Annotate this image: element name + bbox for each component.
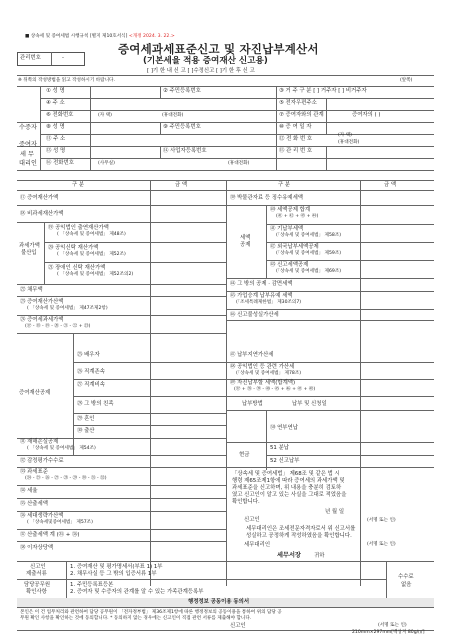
instruction-note: ※ 뒤쪽의 작성방법을 읽고 작성하시기 바랍니다.	[18, 78, 115, 83]
excluded-group-label-2: 불산입	[21, 250, 37, 256]
page-side-label: (앞쪽)	[400, 78, 413, 83]
row-26-label: ㉖ 직계존속	[77, 369, 105, 375]
staff-check-item-1: 1. 주민등록표등본	[70, 582, 114, 588]
deduction-group-label: 증여재산공제	[19, 390, 51, 396]
row-20-note: ( 「상속세 및 증여세법」 제52조)	[57, 252, 126, 257]
row-48-label: ㊽ 공익법인 등 관련 가산세	[230, 364, 295, 370]
row-36-label: ㊱ 세대생략가산액	[20, 513, 64, 519]
row-19-label: ⑲ 공익법인 출연재산가액	[48, 225, 109, 231]
attachments-label-2: 제출서류	[26, 571, 47, 577]
declaration-filer-signature[interactable]: (서명 또는 인)	[367, 518, 396, 523]
row-39-label: ㊴ 박물관자료 등 징수유예세액	[230, 195, 304, 201]
recipient-residence-checkboxes[interactable]: ③ 거 주 구 분 [ ] 거주자 [ ] 비거주자	[279, 88, 367, 94]
left-amount-header: 금 액	[175, 182, 188, 188]
form-title: 증여세과세표준신고 및 자진납부계산서	[118, 42, 319, 56]
agent-phone-mobile: (휴대전화)	[228, 161, 250, 166]
credit-group-label-2: 공제	[240, 242, 251, 248]
row-52-label: 52 신고납부	[270, 458, 300, 464]
donor-name-label: ⑧ 성 명	[46, 124, 65, 130]
attachments-label-1: 신고인	[30, 564, 46, 570]
consent-text-2: 무원 확인 사항을 확인하는 것에 동의합니다. * 동의하지 않는 경우에는 신고인이 직접 관련 서류를 제출해야 합니다.	[20, 616, 252, 621]
row-21-note: ( 「상속세 및 증여세법」 제52조의2)	[57, 272, 134, 277]
donation-date-label: ⑩ 증 여 일 자	[279, 124, 312, 130]
form-reference: ■ 상속세 및 증여세법 시행규칙 [별지 제10호서식] <개정 2024. 3. 22.>	[25, 34, 175, 39]
management-number-label: 관리번호	[20, 55, 41, 61]
declaration-line-5: 확인합니다.	[232, 499, 260, 505]
declaration-line-2: 행령 제65조제1항에 따라 증여세의 과세가액 및	[232, 478, 345, 484]
row-49-label: ㊾ 자진납부할 세액(합계액)	[230, 380, 296, 386]
donor-address-label: ⑪ 주 소	[46, 136, 66, 142]
row-30-label: ㉚ 출산	[77, 428, 95, 434]
consent-signature[interactable]: (서명 또는 인)	[378, 623, 407, 628]
row-42-note: (「상속세 및 증여세법」 제59조)	[276, 251, 342, 256]
tax-office-suffix: 귀하	[314, 553, 325, 559]
declaration-date[interactable]: 년 월 일	[325, 509, 345, 515]
row-44-label: ㊹ 그 밖의 공제 · 감면세액	[230, 281, 293, 287]
row-51-label: 51 분납	[270, 445, 289, 451]
row-22-label: ㉒ 채무액	[20, 287, 43, 293]
row-40-label: ㊵ 세액공제 합계	[270, 207, 311, 213]
fee-value: 없음	[401, 582, 412, 588]
staff-check-item-2: 2. 증여자 및 수증자의 관계를 알 수 있는 가족관계등록부	[70, 589, 204, 595]
form-subtitle: (기본세율 적용 증여재산 신고용)	[143, 56, 268, 66]
row-23-label: ㉓ 증여재산가산액	[20, 299, 64, 305]
row-23-note: ( 「상속세 및 증여세법」 제47조제2항)	[27, 306, 108, 311]
report-type-checkboxes[interactable]: [ ]기 한 내 신 고 [ ]수정신고 [ ]기 한 후 신 고	[147, 68, 255, 74]
row-48-note: (「상속세 및 증여세법」 제78조)	[236, 371, 302, 376]
recipient-phone-label: ⑥ 전화번호	[46, 112, 74, 118]
donor-phone-home: (자 택)	[338, 133, 352, 138]
row-41-label: ㊶ 기납부세액	[270, 226, 304, 232]
recipient-address-label: ④ 주 소	[46, 100, 65, 106]
row-38-label: ㊳ 이자상당액	[20, 545, 54, 551]
row-43-label: ㊸ 신고세액공제	[270, 262, 309, 268]
recipient-email-label: ⑤ 전자우편주소	[279, 100, 317, 106]
row-49-note: (㊲ + ㊳ - ㊴ - ㊵ - ㊺ + ㊻ + ㊼ + ㊽)	[234, 387, 316, 392]
agent-declaration-line-2: 성실하고 공정하게 작성하였음을 확인합니다.	[246, 533, 352, 539]
cash-group-label: 현금	[239, 452, 250, 458]
agent-mgmt-label: ⑮ 관 리 번 호	[279, 148, 313, 154]
tax-office-label: 세무서장	[277, 552, 301, 559]
attachment-item-2: 2. 채무사실 등 그 밖의 입증서류 1부	[70, 571, 157, 577]
row-20-label: ⑳ 공익신탁 재산가액	[48, 245, 99, 251]
row-37-label: ㊲ 산출세액 계 (㉟ + ㊱)	[20, 532, 80, 538]
row-29-label: ㉙ 혼인	[77, 416, 95, 422]
agent-signature[interactable]: (서명 또는 인)	[367, 542, 396, 547]
row-32-label: ㉜ 감정평가수수료	[20, 458, 64, 464]
excluded-group-label-1: 과세가액	[19, 243, 40, 249]
left-category-header: 구 분	[72, 182, 85, 188]
row-35-label: ㉟ 산출세액	[20, 501, 48, 507]
row-33-label: ㉝ 과세표준	[20, 469, 48, 475]
payment-date-header: 납부 및 신청일	[292, 401, 327, 407]
staff-check-label-2: 확인사항	[26, 589, 47, 595]
recipient-relation-value[interactable]: 증여자의 ( )	[352, 112, 381, 118]
row-34-label: ㉞ 세율	[20, 488, 38, 494]
row-45-label: ㊺ 가업승계 납부유예 세액	[230, 293, 293, 299]
right-amount-header: 금 액	[384, 182, 397, 188]
row-41-note: (「상속세 및 증여세법」 제58조)	[276, 233, 342, 238]
consent-text-1: 본인은 이 건 업무처리와 관련하여 담당 공무원이 「전자정부법」 제36조제1항에 따른 행정정보의 공동이용을 통하여 위의 담당 공	[20, 610, 282, 615]
row-43-note: (「상속세 및 증여세법」 제69조)	[276, 269, 342, 274]
paper-spec-footer: 210mm×297mm[백상지 80g/㎡]	[352, 630, 425, 635]
declaration-line-3: 과세표준을 신고하며, 위 내용을 충분히 검토하	[232, 485, 342, 491]
declaration-line-1: 「상속세 및 증여세법」 제68조 및 같은 법 시	[232, 471, 340, 477]
recipient-phone-mobile: (휴대전화)	[162, 113, 184, 118]
agent-section-label-1: 세 무	[20, 151, 34, 158]
fee-label: 수수료	[398, 574, 414, 580]
row-40-note: (㊶ + ㊷ + ㊸ + ㊹)	[276, 214, 319, 219]
payment-method-header: 납부방법	[242, 401, 263, 407]
agent-declaration-line-1: 세무대리인은 조세전문자격자로서 위 신고서를	[246, 526, 356, 532]
agent-bizno-label: ⑭ 사업자등록번호	[163, 148, 207, 154]
recipient-name-label: ① 성 명	[46, 88, 65, 94]
row-19-note: ( 「상속세 및 증여세법」 제48조)	[57, 232, 126, 237]
declaration-filer-label: 신고인	[244, 517, 260, 523]
row-31-note: ( 「상속세 및 증여세법」 제54조)	[27, 446, 96, 451]
attachment-item-1: 1. 증여재산 및 평가명세서(부표 1) 1부	[70, 564, 163, 570]
row-47-label: ㊼ 납부지연가산세	[230, 352, 274, 358]
row-24-label: ㉔ 증여세과세가액	[20, 317, 64, 323]
donor-phone-mobile: (휴대전화)	[338, 140, 360, 145]
staff-check-label-1: 담당공무원	[24, 582, 51, 588]
recipient-rrn-label: ② 주민등록번호	[163, 88, 201, 94]
row-21-label: ㉑ 장애인 신탁 재산가액	[48, 265, 106, 271]
right-category-header: 구 분	[278, 182, 291, 188]
row-27-label: ㉗ 직계비속	[77, 382, 105, 388]
row-45-note: (「조세특례제한법」 제30조의7)	[236, 300, 302, 305]
donor-phone-label: ⑫ 전 화 번 호	[279, 136, 313, 142]
agent-phone-label: ⑯ 전화번호	[46, 160, 74, 166]
agent-signature-label: 세무대리인	[244, 542, 271, 548]
agent-phone-office: (사무실)	[98, 161, 115, 166]
consent-signer-label: 신고인	[230, 623, 246, 629]
row-36-note: ( 「상속세및증여세법」 제57조)	[27, 520, 93, 525]
recipient-section-label: 수증자	[19, 124, 37, 131]
credit-group-label-1: 세액	[240, 235, 251, 241]
declaration-line-4: 였고 신고인이 알고 있는 사실을 그대로 적었음을	[232, 492, 347, 498]
donor-section-label: 증여자	[19, 141, 37, 148]
agent-name-label: ⑬ 성 명	[46, 148, 66, 154]
row-18-label: ⑱ 비과세재산가액	[20, 211, 64, 217]
row-31-label: ㉛ 재해손실공제	[20, 439, 59, 445]
row-17-label: ⑰ 증여재산가액	[20, 195, 59, 201]
row-42-label: ㊷ 외국납부세액공제	[270, 244, 319, 250]
row-25-label: ㉕ 배우자	[77, 352, 100, 358]
recipient-phone-home: (자 택)	[98, 113, 112, 118]
agent-section-label-2: 대리인	[19, 160, 37, 167]
row-24-note: (⑰ - ⑱ - ⑲ - ⑳ - ㉑ - ㉒ + ㉓)	[25, 324, 91, 329]
management-number-value[interactable]: -	[62, 55, 64, 61]
row-28-label: ㉘ 그 밖의 친족	[77, 401, 114, 407]
row-50-label: ㊿ 연부연납	[270, 425, 298, 431]
row-33-note: (㉔ - ㉕ - ㉖ - ㉗ - ㉘ - ㉙ - ㉚ - ㉛ - ㉜)	[25, 476, 107, 481]
row-46-label: ㊻ 신고불성실가산세	[230, 312, 279, 318]
donor-rrn-label: ⑨ 주민등록번호	[163, 124, 201, 130]
recipient-relation-label: ⑦ 증여자와의 관계	[279, 112, 324, 118]
consent-title: 행정정보 공동이용 동의서	[188, 599, 250, 605]
